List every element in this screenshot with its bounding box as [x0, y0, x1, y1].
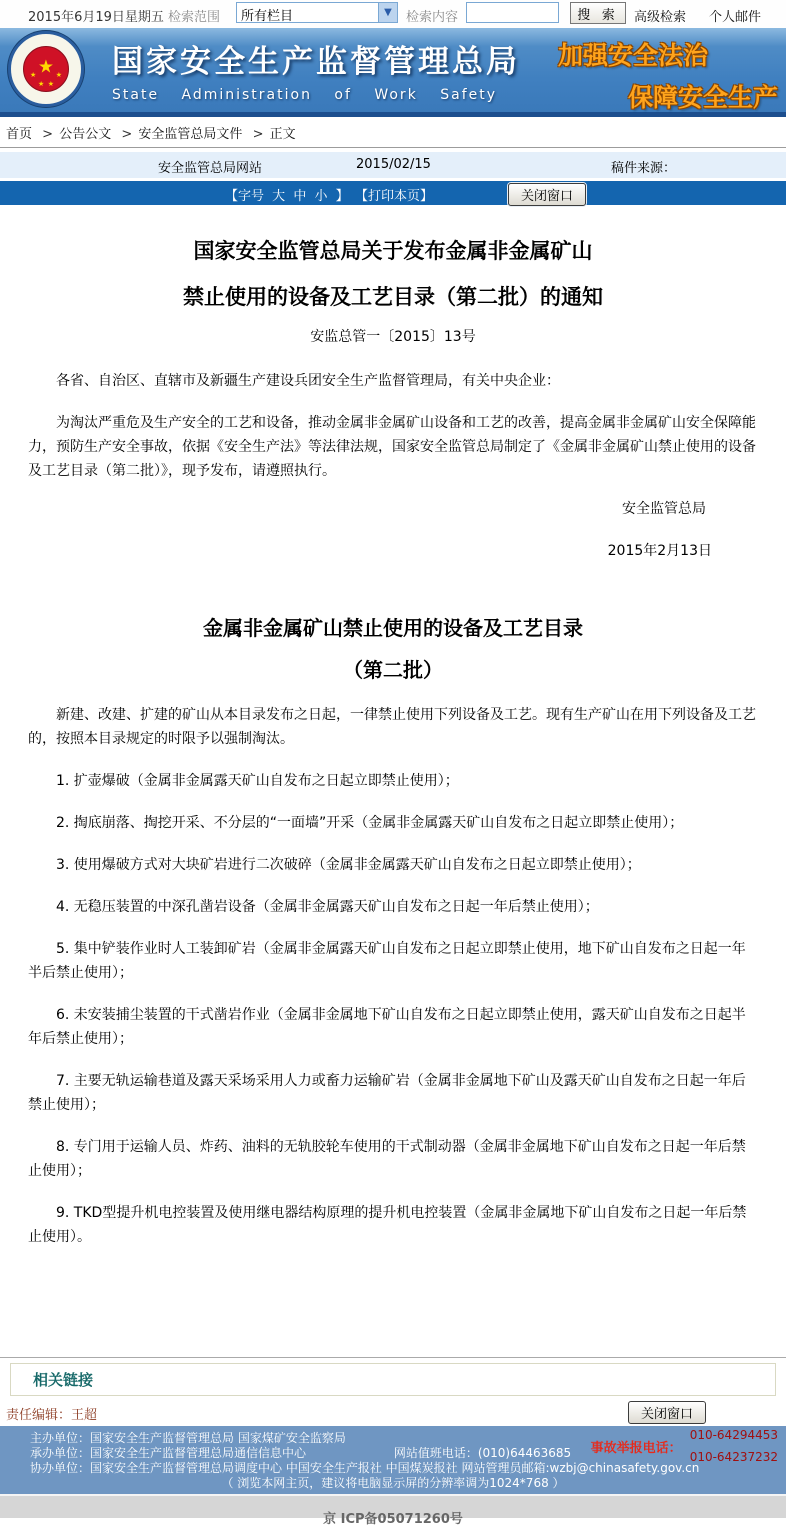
footer-duty-phone: 网站值班电话：(010)64463685 — [393, 1446, 572, 1460]
personal-mail-link[interactable]: 个人邮件 — [709, 10, 762, 25]
font-size-small-button[interactable]: 小 — [314, 189, 328, 204]
agency-name-cn: 国家安全生产监督管理总局 — [112, 44, 520, 80]
responsible-editor: 责任编辑：王超 — [6, 1408, 98, 1423]
related-links-box — [10, 1363, 776, 1396]
article-source-label: 稿件来源： — [611, 161, 677, 176]
slogan-line1: 加强安全法治 — [557, 41, 708, 70]
search-button[interactable]: 搜 索 — [570, 2, 626, 24]
breadcrumb-separator: > — [121, 127, 133, 142]
article-source-site: 安全监管总局网站 — [158, 161, 263, 176]
catalog-item-4: 4. 无稳压装置的中深孔凿岩设备（金属非金属露天矿山自发布之日起一年后禁止使用）； — [56, 899, 599, 915]
site-footer — [0, 1426, 786, 1494]
footer-line1: 主办单位：国家安全生产监督管理总局 国家煤矿安全监察局 — [30, 1431, 346, 1445]
document-number: 安监总管一〔2015〕13号 — [310, 329, 476, 345]
accident-report-label: 事故举报电话： — [590, 1440, 682, 1456]
advanced-search-link[interactable]: 高级检索 — [634, 10, 687, 25]
search-scope-label: 检索范围 — [168, 10, 221, 25]
catalog-intro: 新建、改建、扩建的矿山从本目录发布之日起，一律禁止使用下列设备及工艺。现有生产矿山在用下列设备及工艺的，按照本目录规定的时限予以强制淘汰。 — [28, 707, 756, 747]
article-toolbar — [0, 181, 786, 205]
accident-report-block — [591, 1428, 778, 1464]
document-title-line2: 禁止使用的设备及工艺目录（第二批）的通知 — [183, 285, 603, 309]
content-divider — [0, 1357, 786, 1358]
slogan-block — [558, 36, 778, 114]
catalog-item-9: 9. TKD型提升机电控装置及使用继电器结构原理的提升机电控装置（金属非金属地下矿山自发布之日起一年后禁止使用）。 — [28, 1205, 747, 1245]
search-scope-value: 所有栏目 — [241, 9, 294, 24]
top-search-bar — [0, 0, 786, 28]
document-title-line1: 国家安全监管总局关于发布金属非金属矿山 — [193, 239, 593, 263]
breadcrumb-current: 正文 — [269, 127, 296, 142]
catalog-item-6: 6. 未安装捕尘装置的干式凿岩作业（金属非金属地下矿山自发布之日起立即禁止使用，露天矿山自发布之日起半年后禁止使用）； — [28, 1007, 746, 1047]
chevron-down-icon[interactable]: ▼ — [378, 3, 397, 22]
accident-report-phone2: 010-64237232 — [689, 1450, 778, 1464]
catalog-item-3: 3. 使用爆破方式对大块矿岩进行二次破碎（金属非金属露天矿山自发布之日起立即禁止使用）； — [56, 857, 641, 873]
current-date: 2015年6月19日星期五 — [28, 10, 164, 25]
article-date: 2015/02/15 — [356, 157, 431, 172]
star-icon: ★ — [37, 56, 55, 78]
salutation: 各省、自治区、直辖市及新疆生产建设兵团安全生产监督管理局，有关中央企业： — [56, 373, 560, 389]
icp-bar — [0, 1494, 786, 1527]
breadcrumb-separator: > — [252, 127, 264, 142]
search-input[interactable] — [466, 2, 559, 23]
catalog-item-5: 5. 集中铲装作业时人工装卸矿岩（金属非金属露天矿山自发布之日起立即禁止使用，地下矿山自发布之日起一年半后禁止使用）； — [28, 941, 746, 981]
agency-name-block — [112, 36, 520, 103]
accident-report-phone1: 010-64294453 — [689, 1428, 778, 1442]
accident-report-numbers — [690, 1428, 778, 1464]
signature: 安全监管总局 — [622, 501, 706, 517]
footer-admin-email: 网站管理员邮箱:wzbj@chinasafety.gov.cn — [461, 1461, 700, 1475]
search-content-label: 检索内容 — [406, 10, 459, 25]
breadcrumb — [0, 117, 786, 144]
site-header-banner — [0, 28, 786, 117]
body-paragraph: 为淘汰严重危及生产安全的工艺和设备，推动金属非金属矿山设备和工艺的改善，提高金属非金属矿山安全保障能力，预防生产安全事故，依据《安全生产法》等法律法规，国家安全监管总局制定了《金属非金属矿山禁止使用的设备及工艺目录（第二批）》，现予发布，请遵照执行。 — [28, 415, 756, 479]
catalog-title-line2: （第二批） — [343, 658, 443, 682]
footer-resolution-note: （ 浏览本网主页，建议将电脑显示屏的分辨率调为1024*768 ） — [221, 1476, 565, 1490]
close-window-button[interactable]: 关闭窗口 — [508, 183, 586, 206]
star-icon: ★ — [55, 71, 62, 79]
star-icon: ★ — [38, 80, 45, 88]
font-size-prefix: 【字号 — [225, 189, 265, 204]
related-links-title: 相关链接 — [33, 1371, 94, 1389]
footer-line2-left: 承办单位：国家安全生产监督管理总局通信信息中心 — [30, 1446, 307, 1460]
font-size-suffix: 】 — [335, 189, 349, 204]
page-bottom-block — [0, 1357, 786, 1527]
search-scope-select[interactable] — [236, 2, 398, 23]
signature-date: 2015年2月13日 — [607, 543, 712, 559]
catalog-item-2: 2. 掏底崩落、掏挖开采、不分层的“一面墙”开采（金属非金属露天矿山自发布之日起立即禁止使用）； — [56, 815, 684, 831]
breadcrumb-announcements[interactable]: 公告公文 — [59, 127, 112, 142]
print-page-button[interactable]: 【打印本页】 — [355, 189, 434, 204]
breadcrumb-bureau-documents[interactable]: 安全监管总局文件 — [138, 127, 243, 142]
star-icon: ★ — [30, 71, 37, 79]
agency-name-en: State Administration of Work Safety — [112, 87, 498, 103]
font-size-medium-button[interactable]: 中 — [293, 189, 307, 204]
star-icon: ★ — [47, 80, 54, 88]
catalog-item-8: 8. 专门用于运输人员、炸药、油料的无轨胶轮车使用的干式制动器（金属非金属地下矿山自发布之日起一年后禁止使用）； — [28, 1139, 746, 1179]
article-info-bar — [0, 152, 786, 178]
catalog-item-7: 7. 主要无轨运输巷道及露天采场采用人力或畜力运输矿岩（金属非金属地下矿山及露天矿山自发布之日起一年后禁止使用）； — [28, 1073, 746, 1113]
emblem-red-circle — [23, 46, 69, 92]
breadcrumb-separator: > — [42, 127, 54, 142]
icp-number: 京 ICP备05071260号 — [323, 1512, 463, 1527]
breadcrumb-divider — [0, 147, 786, 148]
catalog-title-line1: 金属非金属矿山禁止使用的设备及工艺目录 — [203, 616, 583, 640]
footer-line3-left: 协办单位：国家安全生产监督管理总局调度中心 中国安全生产报社 中国煤炭报社 — [30, 1461, 458, 1475]
close-window-button-bottom[interactable]: 关闭窗口 — [628, 1401, 706, 1424]
national-emblem-logo — [8, 31, 84, 107]
font-size-group — [225, 185, 353, 204]
slogan-line2: 保障安全生产 — [627, 83, 778, 112]
font-size-large-button[interactable]: 大 — [272, 189, 286, 204]
breadcrumb-home[interactable]: 首页 — [6, 127, 33, 142]
editor-row — [0, 1400, 786, 1426]
catalog-item-1: 1. 扩壶爆破（金属非金属露天矿山自发布之日起立即禁止使用）； — [56, 773, 459, 789]
document-content — [0, 205, 786, 1363]
